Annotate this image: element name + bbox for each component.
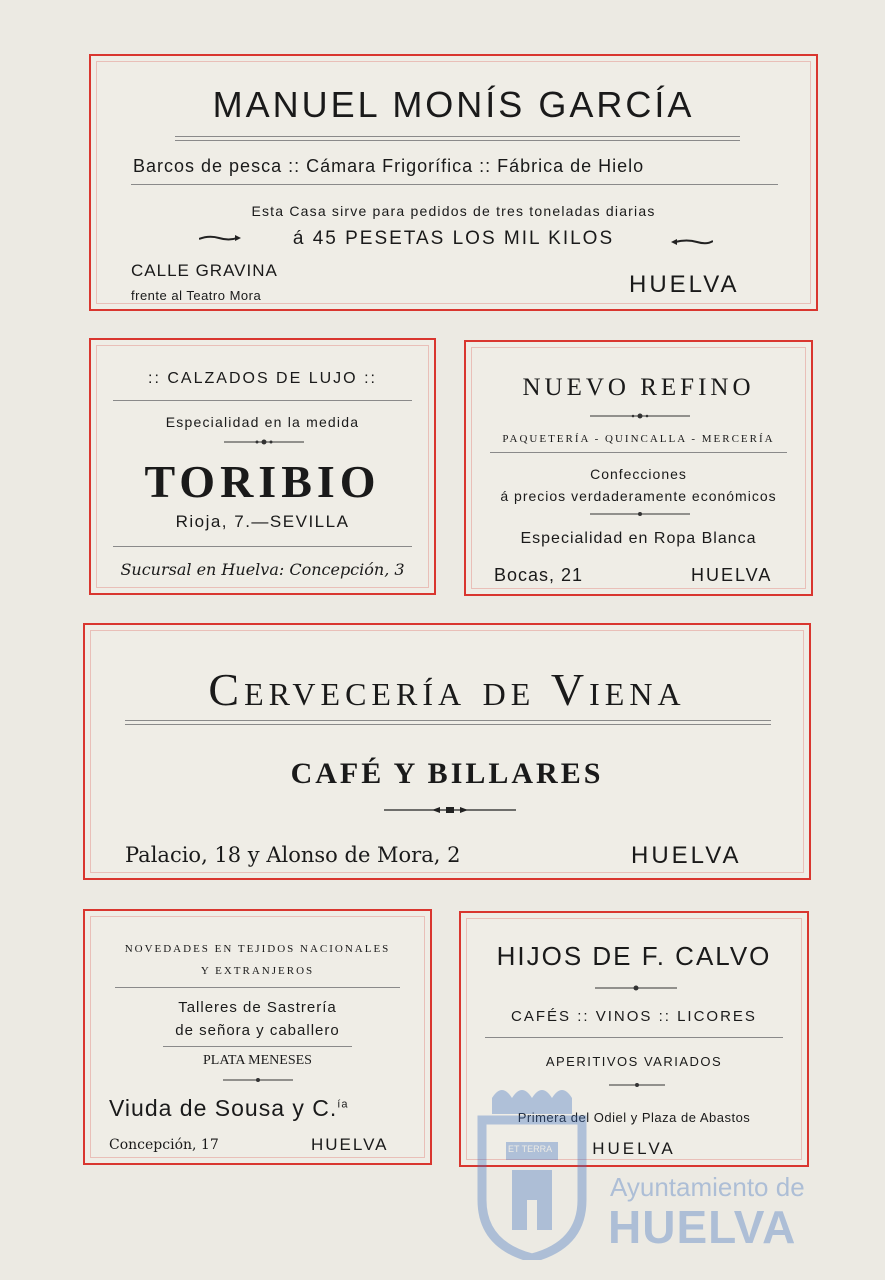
right-flourish-icon xyxy=(669,237,713,247)
divider xyxy=(163,1046,352,1047)
address: Palacio, 18 y Alonso de Mora, 2 xyxy=(125,843,461,867)
specialty: Especialidad en Ropa Blanca xyxy=(520,530,757,547)
ornament-icon xyxy=(590,411,690,421)
ad-viuda-de-sousa xyxy=(83,909,432,1165)
address: Rioja, 7.—SEVILLA xyxy=(175,512,350,531)
street: CALLE GRAVINA xyxy=(131,261,278,280)
ornament-icon xyxy=(224,437,304,447)
ornament-icon xyxy=(590,509,690,519)
name-superscript: ía xyxy=(337,1098,349,1111)
ornament-icon xyxy=(223,1075,293,1085)
watermark-line2: HUELVA xyxy=(608,1201,797,1253)
business-name: MANUEL MONÍS GARCÍA xyxy=(212,84,695,125)
line2: á precios verdaderamente económicos xyxy=(500,488,777,504)
line2: Primera del Odiel y Plaza de Abastos xyxy=(517,1110,751,1125)
city: HUELVA xyxy=(629,271,740,298)
line1: Confecciones xyxy=(590,466,687,482)
specialty: Especialidad en la medida xyxy=(165,414,360,430)
line1: APERITIVOS VARIADOS xyxy=(545,1054,723,1069)
line2: Y EXTRANJEROS xyxy=(200,965,315,977)
ornament-icon xyxy=(384,805,516,815)
business-name: HIJOS DE F. CALVO xyxy=(496,941,772,971)
watermark-line1: Ayuntamiento de xyxy=(610,1172,805,1202)
city: HUELVA xyxy=(592,1139,676,1158)
divider xyxy=(113,546,412,547)
categories: PAQUETERÍA - QUINCALLA - MERCERÍA xyxy=(502,433,775,445)
ad-toribio xyxy=(89,338,436,595)
shield-icon xyxy=(472,1080,592,1260)
business-name: NUEVO REFINO xyxy=(522,374,755,401)
address: Bocas, 21 xyxy=(494,565,584,585)
business-name: Cervecería de Viena xyxy=(208,664,686,715)
line5: PLATA MENESES xyxy=(203,1053,312,1068)
business-name: TORIBIO xyxy=(144,456,381,507)
line1: NOVEDADES EN TEJIDOS NACIONALES xyxy=(124,943,391,955)
divider xyxy=(131,184,778,185)
divider xyxy=(175,136,740,141)
divider xyxy=(485,1037,783,1038)
name-text: Viuda de Sousa y C. xyxy=(109,1095,338,1121)
line3: Talleres de Sastrería xyxy=(178,999,337,1016)
line4: de señora y caballero xyxy=(175,1022,340,1039)
ornament-icon xyxy=(595,983,677,993)
heading: :: CALZADOS DE LUJO :: xyxy=(148,370,377,387)
ad-nuevo-refino xyxy=(464,340,813,596)
divider xyxy=(125,720,771,725)
services-line: Barcos de pesca :: Cámara Frigorífica :: Fábrica de Hielo xyxy=(133,156,645,176)
business-name xyxy=(109,1095,348,1122)
divider xyxy=(115,987,400,988)
ad-manuel-monis-garcia xyxy=(89,54,818,311)
ad-cerveceria-de-viena xyxy=(83,623,811,880)
branch-address: Sucursal en Huelva: Concepción, 3 xyxy=(120,560,405,579)
city: HUELVA xyxy=(311,1135,389,1154)
street-note: frente al Teatro Mora xyxy=(131,288,262,303)
city-watermark xyxy=(472,1080,812,1270)
divider xyxy=(113,400,412,401)
offer-line: Esta Casa sirve para pedidos de tres toneladas diarias xyxy=(251,203,656,219)
city: HUELVA xyxy=(691,565,773,585)
subtitle: CAFÉ Y BILLARES xyxy=(290,757,604,790)
price-line: á 45 PESETAS LOS MIL KILOS xyxy=(292,228,615,249)
shield-text: ET TERRA xyxy=(508,1144,553,1154)
city: HUELVA xyxy=(631,842,742,869)
divider xyxy=(490,452,787,453)
address: Concepción, 17 xyxy=(109,1137,219,1153)
products: CAFÉS :: VINOS :: LICORES xyxy=(511,1008,757,1025)
